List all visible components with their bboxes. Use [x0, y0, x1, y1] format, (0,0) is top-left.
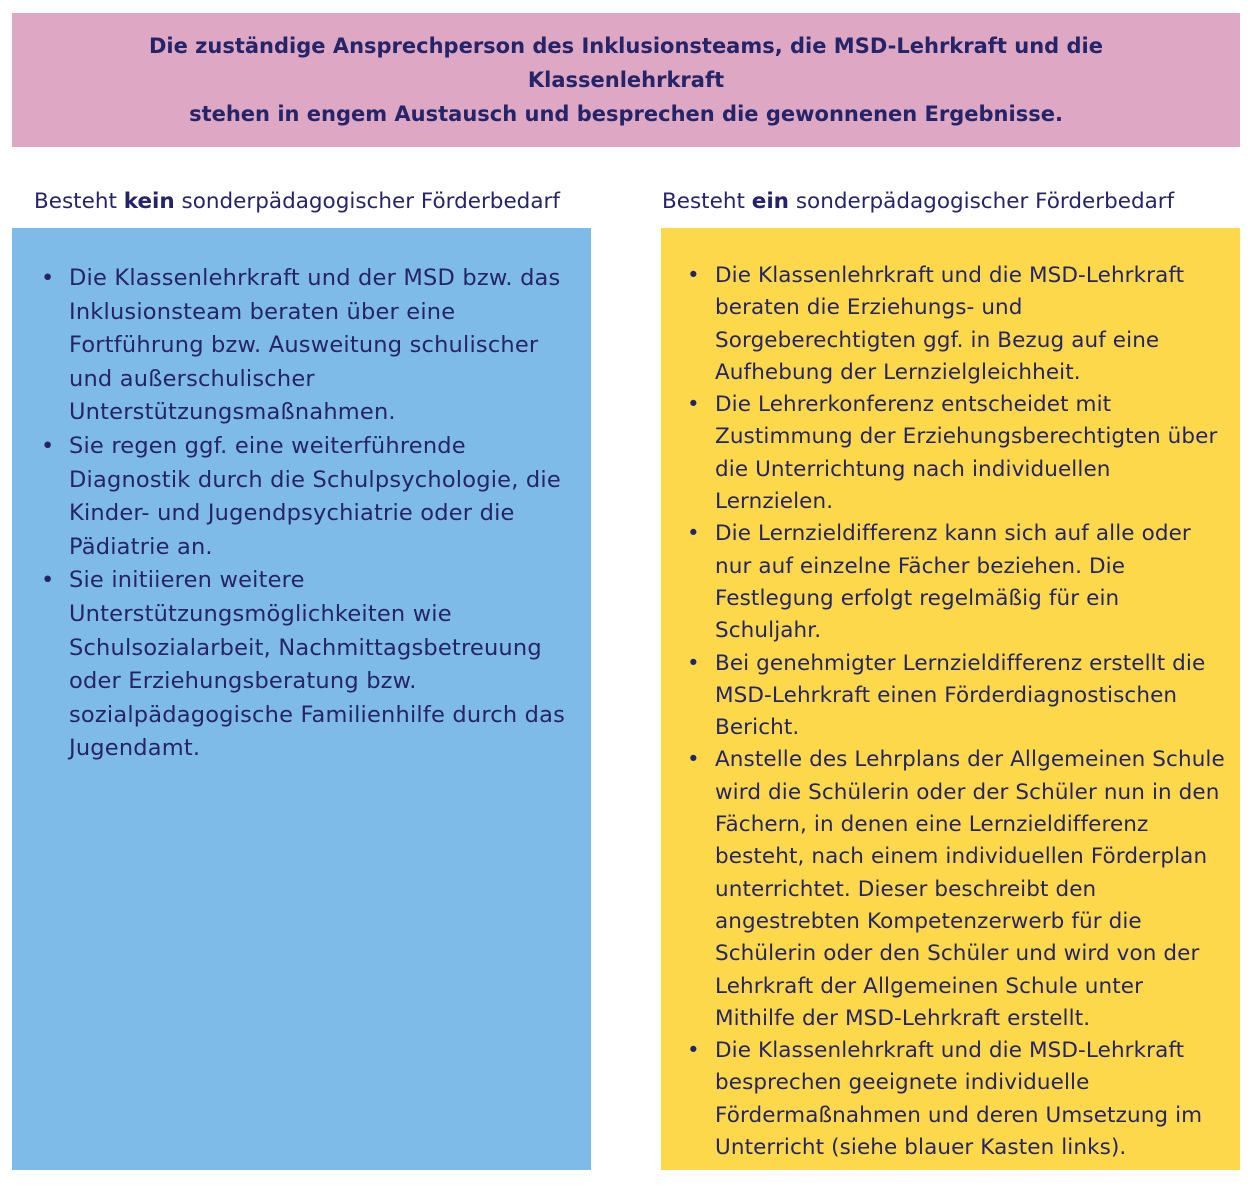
summary-banner — [12, 13, 1240, 147]
heading-no-need: Besteht kein sonderpädagogischer Förderbedarf — [34, 189, 560, 214]
list-item: • Anstelle des Lehrplans der Allgemeinen Schule wird die Schülerin oder der Schüler nun in den Fächern, in denen eine Lernzieldifferenz besteht, nach einem individuellen Förderplan unterrichtet. Dieser beschreibt den angestrebten Kompetenzerwerb für die Schülerin oder den Schüler und wird von der Lehrkraft der Allgemeinen Schule unter Mithilfe der MSD-Lehrkraft erstellt. — [715, 744, 1230, 1035]
bullet-icon: • — [687, 263, 700, 288]
bullet-icon: • — [41, 567, 55, 594]
heading-has-need: Besteht ein sonderpädagogischer Förderbedarf — [662, 189, 1175, 214]
no-need-list — [41, 262, 587, 766]
summary-line-1: Die zuständige Ansprechperson des Inklusionsteams, die MSD-Lehrkraft und die Klassenlehrkraft — [148, 34, 1103, 92]
list-item: • Die Lehrerkonferenz entscheidet mit Zustimmung der Erziehungsberechtigten über die Unterrichtung nach individuellen Lernzielen. — [715, 389, 1230, 518]
bullet-icon: • — [41, 432, 55, 459]
list-item: • Die Klassenlehrkraft und die MSD-Lehrkraft besprechen geeignete individuelle Fördermaßnahmen und deren Umsetzung im Unterricht (siehe blauer Kasten links). — [715, 1035, 1230, 1164]
heading-keyword-kein: kein — [123, 189, 175, 214]
list-item: • Die Klassenlehrkraft und der MSD bzw. das Inklusionsteam beraten über eine Fortführung bzw. Ausweitung schulischer und außerschulischer Unterstützungsmaßnahmen. — [69, 262, 587, 430]
list-item: • Die Lernzieldifferenz kann sich auf alle oder nur auf einzelne Fächer beziehen. Die Festlegung erfolgt regelmäßig für ein Schuljahr. — [715, 518, 1230, 647]
list-item: • Sie initiieren weitere Unterstützungsmöglichkeiten wie Schulsozialarbeit, Nachmittagsbetreuung oder Erziehungsberatung bzw. sozialpädagogische Familienhilfe durch das Jugendamt. — [69, 564, 587, 766]
heading-keyword-ein: ein — [751, 189, 789, 214]
bullet-icon: • — [687, 521, 700, 547]
bullet-icon: • — [687, 392, 700, 418]
list-item: • Sie regen ggf. eine weiterführende Diagnostik durch die Schulpsychologie, die Kinder- und Jugendpsychiatrie oder die Pädiatrie an. — [69, 430, 587, 564]
list-item: • Bei genehmigter Lernzieldifferenz erstellt die MSD-Lehrkraft einen Förderdiagnostischen Bericht. — [715, 648, 1230, 745]
bullet-icon: • — [41, 265, 55, 291]
has-need-list — [687, 260, 1230, 1164]
summary-text — [72, 29, 1180, 131]
summary-line-2: stehen in engem Austausch und besprechen die gewonnenen Ergebnisse. — [189, 102, 1063, 126]
bullet-icon: • — [687, 650, 700, 676]
list-item: • Die Klassenlehrkraft und die MSD-Lehrkraft beraten die Erziehungs- und Sorgeberechtigten ggf. in Bezug auf eine Aufhebung der Lernzielgleichheit. — [715, 260, 1230, 389]
no-need-box — [12, 228, 591, 1170]
has-need-box — [661, 228, 1240, 1170]
bullet-icon: • — [687, 747, 700, 773]
bullet-icon: • — [687, 1038, 700, 1064]
